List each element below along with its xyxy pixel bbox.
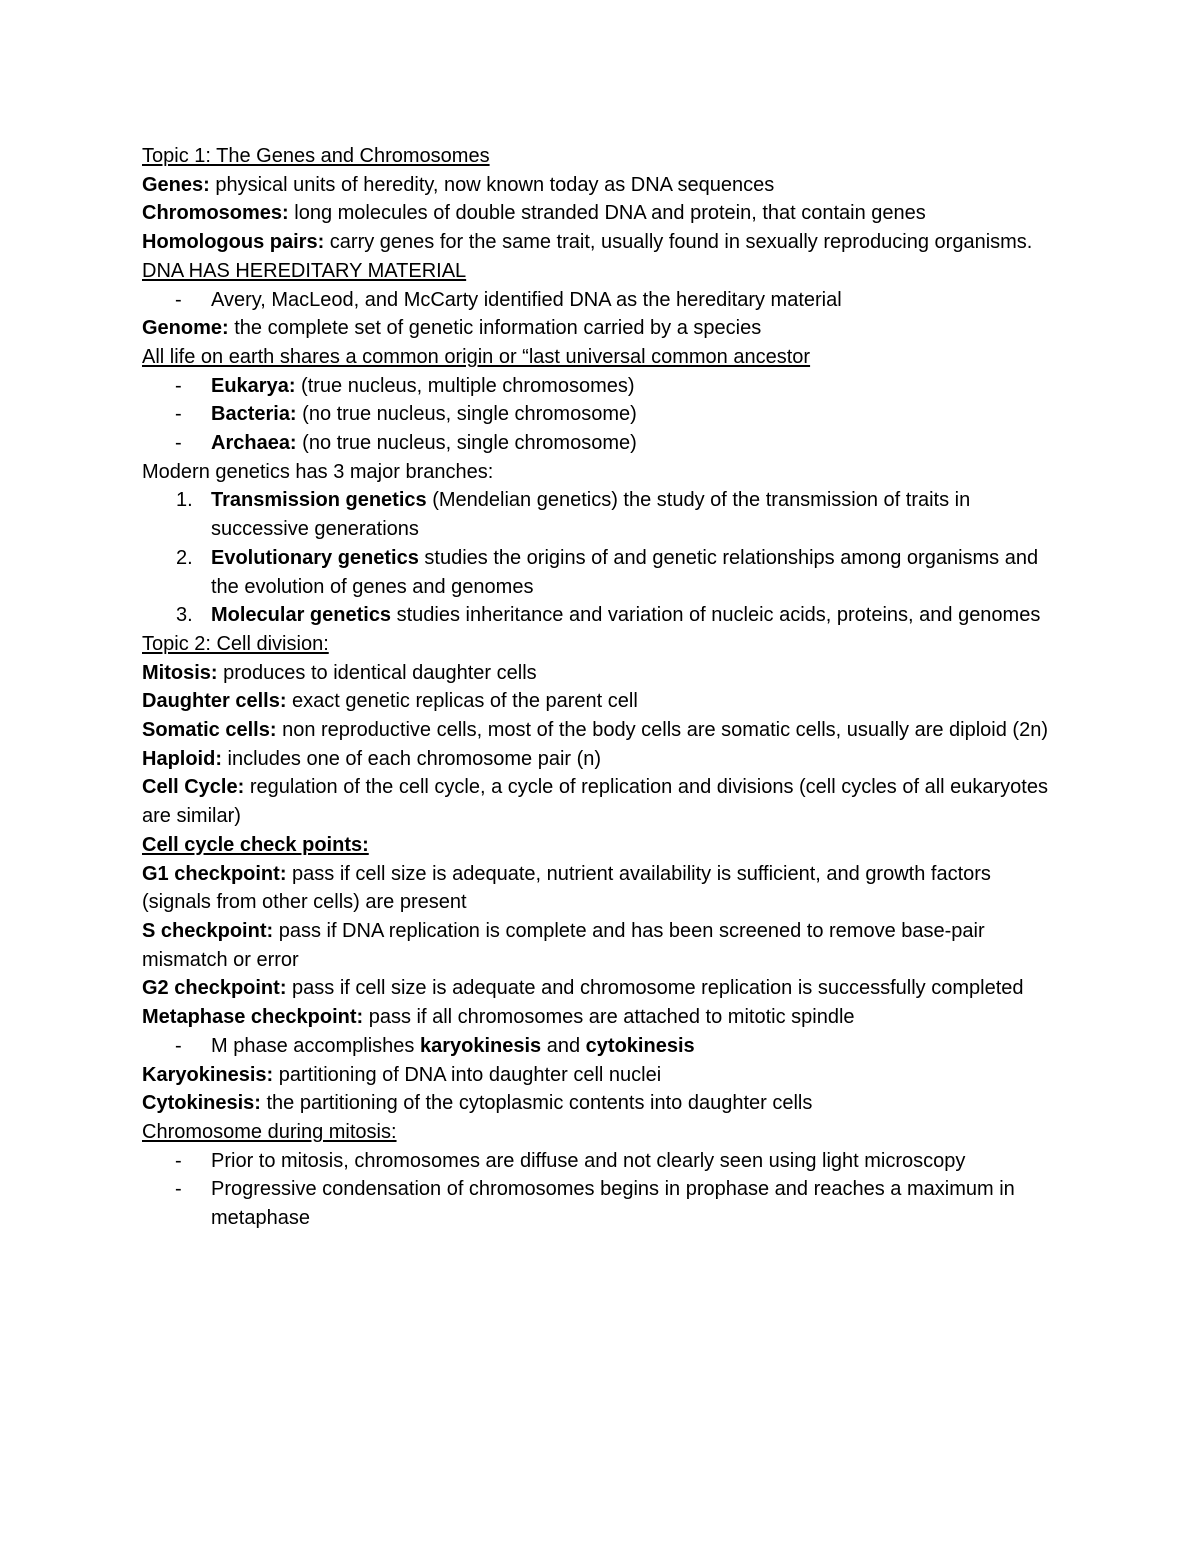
numbered-list-item: [142, 601, 1062, 630]
line-text: exact genetic replicas of the parent cell: [286, 690, 638, 713]
line-text: studies inheritance and variation of nucleic acids, proteins, and genomes: [391, 604, 1041, 627]
term-label: Genes:: [142, 173, 210, 196]
term-label: karyokinesis: [419, 1034, 542, 1057]
bullet-list-item: [142, 1175, 1062, 1232]
bullet-dash: -: [175, 1149, 182, 1172]
term-label: Karyokinesis:: [142, 1063, 274, 1086]
text-line: [142, 314, 1062, 343]
term-label: Genome:: [142, 317, 229, 340]
line-text: Modern genetics has 3 major branches:: [142, 460, 494, 483]
section-heading: [142, 343, 1062, 372]
heading-text: Topic 1: The Genes and Chromosomes: [142, 145, 490, 167]
line-text: Prior to mitosis, chromosomes are diffuse and not clearly seen using light microscopy: [211, 1149, 966, 1172]
text-line: [142, 773, 1062, 830]
text-line: [142, 171, 1062, 200]
line-text: pass if cell size is adequate and chromosome replication is successfully completed: [286, 977, 1024, 1000]
line-text: M phase accomplishes: [211, 1034, 420, 1057]
term-label: Mitosis:: [142, 661, 218, 684]
text-line: [142, 199, 1062, 228]
term-label: Daughter cells:: [142, 690, 287, 713]
term-label: G2 checkpoint:: [142, 977, 287, 1000]
list-number: 1.: [176, 489, 193, 512]
line-text: non reproductive cells, most of the body cells are somatic cells, usually are diploid (2n): [276, 719, 1048, 742]
text-line: [142, 458, 1062, 487]
line-text: pass if all chromosomes are attached to mitotic spindle: [363, 1006, 855, 1029]
line-text: (no true nucleus, single chromosome): [296, 403, 637, 426]
term-label: Transmission genetics: [211, 489, 427, 512]
bullet-list-item: [142, 372, 1062, 401]
section-heading: [142, 257, 1062, 286]
section-heading: [142, 142, 1062, 171]
term-label: Somatic cells:: [142, 719, 277, 742]
text-line: [142, 860, 1062, 917]
line-text: regulation of the cell cycle, a cycle of replication and divisions (cell cycles of all eukaryotes are similar): [142, 776, 1048, 828]
heading-text: DNA HAS HEREDITARY MATERIAL: [142, 259, 467, 282]
term-label: Molecular genetics: [211, 604, 392, 627]
text-line: [142, 1089, 1062, 1118]
line-text: (no true nucleus, single chromosome): [296, 432, 637, 455]
line-text: partitioning of DNA into daughter cell nuclei: [273, 1063, 662, 1086]
term-label: Homologous pairs:: [142, 231, 325, 254]
list-number: 3.: [176, 604, 193, 627]
text-line: [142, 228, 1062, 257]
numbered-list-item: [142, 486, 1062, 543]
term-label: Cell Cycle:: [142, 776, 245, 799]
heading-text: Chromosome during mitosis:: [142, 1120, 397, 1143]
line-text: pass if DNA replication is complete and has been screened to remove base-pair mismatch or error: [142, 919, 985, 971]
bullet-dash: -: [175, 403, 182, 426]
heading-text: Topic 2: Cell division:: [142, 632, 329, 655]
section-heading: [142, 831, 1062, 860]
section-heading: [142, 1118, 1062, 1147]
term-label: Bacteria:: [211, 403, 297, 426]
numbered-list-item: [142, 544, 1062, 601]
bullet-list-item: [142, 1147, 1062, 1176]
line-text: Avery, MacLeod, and McCarty identified DNA as the hereditary material: [211, 288, 842, 311]
line-text: the partitioning of the cytoplasmic contents into daughter cells: [260, 1092, 813, 1115]
line-text: Progressive condensation of chromosomes begins in prophase and reaches a maximum in metaphase: [211, 1178, 1015, 1230]
text-line: [142, 974, 1062, 1003]
line-text: physical units of heredity, now known today as DNA sequences: [209, 173, 775, 196]
text-line: [142, 745, 1062, 774]
list-number: 2.: [176, 546, 193, 569]
heading-text: All life on earth shares a common origin or “last universal common ancestor: [142, 345, 811, 368]
text-line: [142, 716, 1062, 745]
line-text: the complete set of genetic information carried by a species: [228, 317, 762, 340]
heading-text: Cell cycle check points:: [142, 833, 369, 856]
term-label: Chromosomes:: [142, 202, 289, 225]
bullet-list-item: [142, 400, 1062, 429]
line-text: (Mendelian genetics) the study of the transmission of traits in successive generations: [211, 489, 971, 541]
term-label: Archaea:: [211, 432, 297, 455]
text-line: [142, 917, 1062, 974]
term-label: cytokinesis: [585, 1034, 695, 1057]
line-text: (true nucleus, multiple chromosomes): [295, 374, 635, 397]
bullet-list-item: [142, 1032, 1062, 1061]
term-label: S checkpoint:: [142, 919, 274, 942]
document-body: [142, 142, 1062, 1233]
line-text: pass if cell size is adequate, nutrient availability is sufficient, and growth factors (signals from other cells) are present: [142, 862, 991, 914]
bullet-list-item: [142, 429, 1062, 458]
term-label: Metaphase checkpoint:: [142, 1006, 364, 1029]
line-text: studies the origins of and genetic relationships among organisms and the evolution of genes and genomes: [211, 546, 1039, 598]
line-text: carry genes for the same trait, usually found in sexually reproducing organisms.: [324, 231, 1033, 254]
bullet-dash: -: [175, 1034, 182, 1057]
term-label: Evolutionary genetics: [211, 546, 419, 569]
term-label: G1 checkpoint:: [142, 862, 287, 885]
bullet-list-item: [142, 286, 1062, 315]
term-label: Eukarya:: [211, 374, 296, 397]
text-line: [142, 1003, 1062, 1032]
line-text: long molecules of double stranded DNA and protein, that contain genes: [288, 202, 926, 225]
line-text: includes one of each chromosome pair (n): [222, 747, 602, 770]
term-label: Haploid:: [142, 747, 222, 770]
text-line: [142, 1061, 1062, 1090]
line-text: and: [541, 1034, 586, 1057]
text-line: [142, 659, 1062, 688]
line-text: produces to identical daughter cells: [217, 661, 537, 684]
bullet-dash: -: [175, 432, 182, 455]
text-line: [142, 687, 1062, 716]
bullet-dash: -: [175, 288, 182, 311]
section-heading: [142, 630, 1062, 659]
term-label: Cytokinesis:: [142, 1092, 261, 1115]
bullet-dash: -: [175, 374, 182, 397]
bullet-dash: -: [175, 1178, 182, 1201]
